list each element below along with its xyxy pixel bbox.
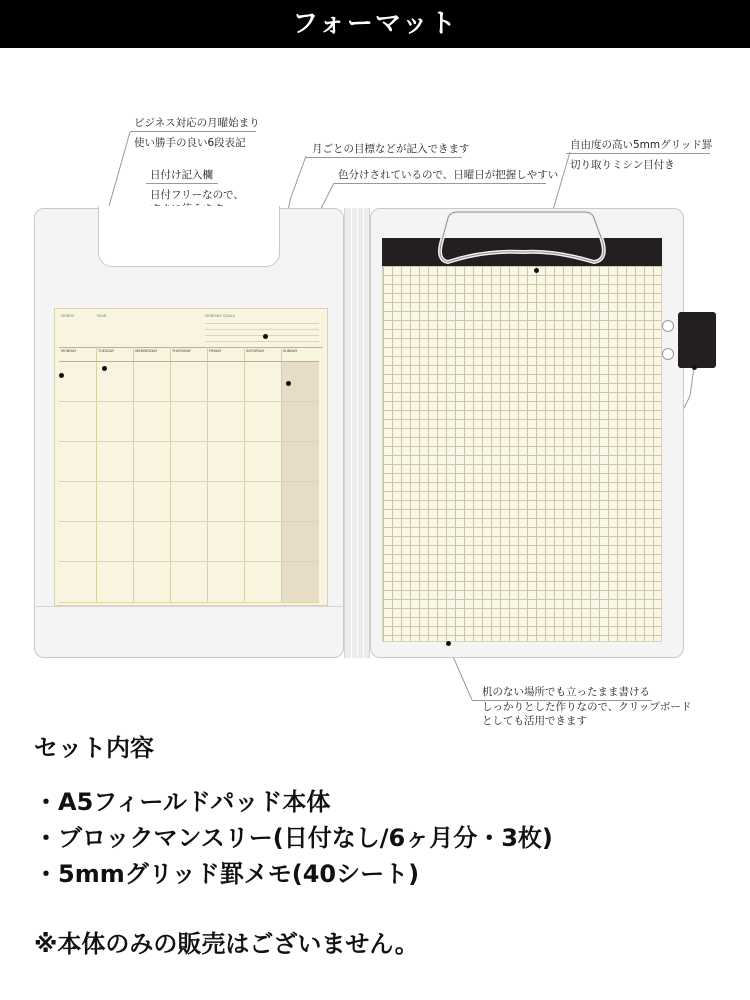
- callout-desk-3: としても活用できます: [482, 715, 587, 727]
- pen-holder-rivet: [662, 320, 674, 332]
- callout-grid-5mm: 自由度の高い5mmグリッド罫: [570, 139, 713, 151]
- callout-underline: [306, 157, 462, 158]
- set-item-pad: ・A5フィールドパッド本体: [34, 788, 331, 816]
- day-header-thursday: THURSDAY: [172, 349, 191, 353]
- sunday-column: [281, 361, 319, 603]
- clip-icon: [434, 210, 614, 266]
- callout-underline: [566, 153, 710, 154]
- day-header-monday: MONDAY: [61, 349, 77, 353]
- goals-label: MONTHLY GOALS: [205, 314, 235, 318]
- year-label: YEAR: [97, 314, 107, 318]
- callout-dot: [692, 365, 697, 370]
- callout-underline: [130, 131, 256, 132]
- panel-divider: [34, 606, 344, 607]
- day-header-saturday: SATURDAY: [246, 349, 265, 353]
- callout-dot: [446, 641, 451, 646]
- spine: [344, 208, 370, 658]
- set-item-grid-memo: ・5mmグリッド罫メモ(40シート): [34, 860, 420, 888]
- day-header-sunday: SUNDAY: [283, 349, 298, 353]
- callout-dot: [534, 268, 539, 273]
- pen-holder-rivet: [662, 348, 674, 360]
- day-header-tuesday: TUESDAY: [98, 349, 115, 353]
- callout-desk-1: 机のない場所でも立ったまま書ける: [482, 686, 650, 698]
- callout-date-free-1: 日付フリーなので、: [150, 189, 244, 201]
- day-header-friday: FRIDAY: [209, 349, 222, 353]
- grid-memo-pad: [382, 238, 662, 642]
- callout-dot: [263, 334, 268, 339]
- page-title: フォーマット: [292, 9, 458, 39]
- callout-dot: [102, 366, 107, 371]
- field-pad-illustration: [34, 208, 684, 658]
- callout-underline: [146, 183, 218, 184]
- callout-dot: [59, 373, 64, 378]
- callout-date-field: 日付け記入欄: [150, 169, 213, 181]
- month-label: MONTH: [61, 314, 75, 318]
- callout-dot: [286, 381, 291, 386]
- set-contents-title: セット内容: [34, 734, 154, 762]
- callout-monthly-goals: 月ごとの目標などが記入できます: [312, 143, 470, 155]
- monthly-planner-sheet: [54, 308, 328, 606]
- callout-perforation: 切り取りミシン目付き: [570, 159, 675, 171]
- callout-sunday-color: 色分けされているので、日曜日が把握しやすい: [338, 169, 559, 181]
- sale-note: ※本体のみの販売はございません。: [34, 930, 419, 958]
- cover-cutout: [98, 206, 280, 267]
- pen-holder: [678, 312, 716, 368]
- callout-six-rows: 使い勝手の良い6段表記: [134, 137, 246, 149]
- set-item-monthly: ・ブロックマンスリー(日付なし/6ヶ月分・3枚): [34, 824, 553, 852]
- day-header-wednesday: WEDNESDAY: [135, 349, 158, 353]
- callout-underline: [334, 183, 546, 184]
- callout-week-start: ビジネス対応の月曜始まり: [134, 117, 260, 129]
- callout-desk-2: しっかりとした作りなので、クリップボード: [482, 701, 692, 713]
